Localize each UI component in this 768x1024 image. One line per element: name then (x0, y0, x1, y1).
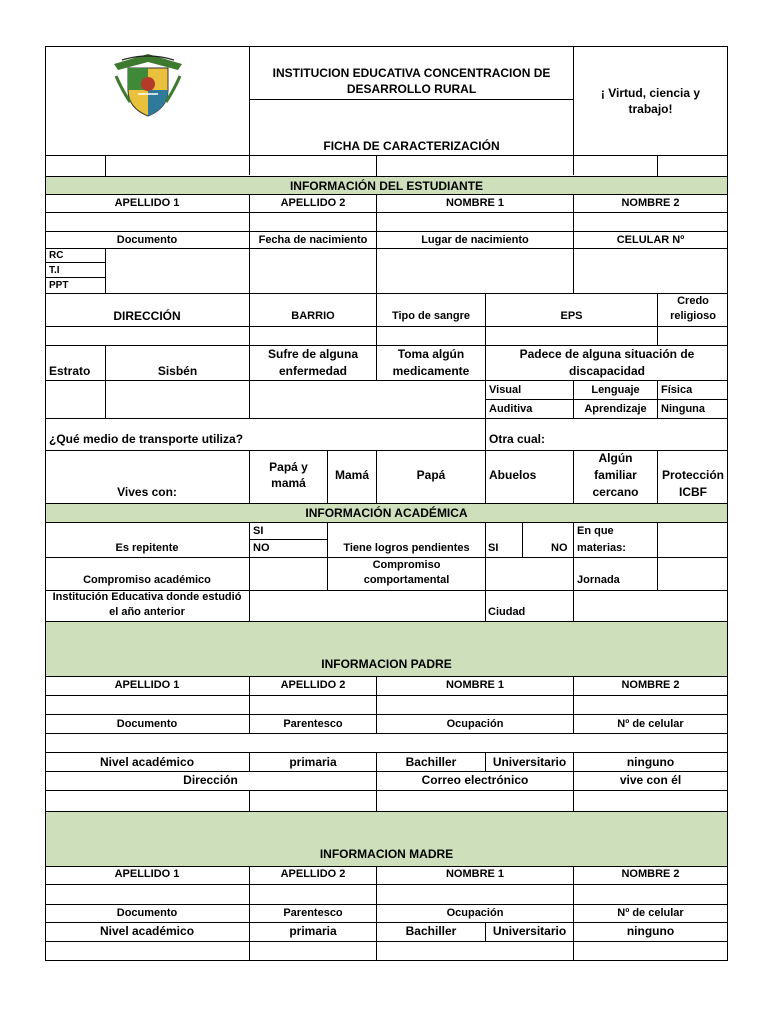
student-discapacidad-line1: Padece de alguna situación de (519, 347, 695, 361)
doc-type-ti: T.I (49, 265, 60, 276)
school-crest-icon (108, 50, 188, 120)
motto-line2: trabajo! (628, 102, 673, 116)
student-credo-label-line2: religioso (670, 310, 716, 322)
student-medicamento-line2: medicamente (392, 364, 470, 378)
academic-logros-no: NO (551, 542, 568, 554)
academic-section-title: INFORMACIÓN ACADÉMICA (305, 506, 468, 520)
student-enfermedad-line2: enfermedad (278, 364, 348, 378)
lives-with-papa-mama-line2: mamá (271, 476, 306, 490)
student-otra-cual-label: Otra cual: (489, 432, 546, 446)
academic-logros-si: SI (488, 542, 499, 554)
lives-with-icbf-line1: Protección (661, 468, 724, 482)
mother-apellido2-label: APELLIDO 2 (280, 868, 346, 880)
academic-inst-anterior-line2: el año anterior (109, 606, 185, 618)
father-correo-label: Correo electrónico (421, 773, 529, 787)
mother-apellido1-label: APELLIDO 1 (114, 868, 180, 880)
father-direccion-label: Dirección (183, 773, 238, 787)
father-nombre1-label: NOMBRE 1 (445, 679, 505, 691)
doc-type-rc: RC (49, 250, 64, 261)
father-parentesco-label: Parentesco (283, 718, 343, 730)
student-direccion-label: DIRECCIÓN (113, 309, 181, 323)
student-nombre2-label: NOMBRE 2 (621, 197, 680, 209)
academic-jornada-label: Jornada (577, 574, 620, 586)
student-eps-label: EPS (560, 310, 583, 322)
father-apellido2-label: APELLIDO 2 (280, 679, 346, 691)
mother-ninguno: ninguno (626, 924, 675, 938)
academic-logros-label: Tiene logros pendientes (343, 542, 470, 554)
mother-nombre2-label: NOMBRE 2 (621, 868, 680, 880)
father-primaria: primaria (289, 755, 337, 769)
student-apellido1-label: APELLIDO 1 (114, 197, 180, 209)
lives-with-familiar-line3: cercano (592, 485, 639, 499)
disability-aprendizaje: Aprendizaje (584, 403, 647, 415)
motto-line1: ¡ Virtud, ciencia y (600, 86, 701, 100)
academic-compromiso-comp-line2: comportamental (363, 574, 450, 586)
student-vives-con-label: Vives con: (117, 485, 177, 499)
mother-universitario: Universitario (492, 924, 567, 938)
mother-documento-label: Documento (116, 907, 178, 919)
disability-fisica: Física (661, 384, 693, 396)
father-nombre2-label: NOMBRE 2 (621, 679, 680, 691)
father-universitario: Universitario (492, 755, 567, 769)
lives-with-papa-mama-line1: Papá y (269, 460, 308, 474)
academic-materias-line1: En que (577, 525, 614, 537)
student-transporte-label: ¿Qué medio de transporte utiliza? (49, 432, 244, 446)
institution-name-line1: INSTITUCION EDUCATIVA CONCENTRACION DE (272, 66, 551, 80)
disability-lenguaje: Lenguaje (591, 384, 640, 396)
student-fecha-nacimiento-label: Fecha de nacimiento (258, 234, 368, 246)
disability-auditiva: Auditiva (489, 403, 533, 415)
student-credo-label-line1: Credo (677, 295, 709, 307)
lives-with-icbf-line2: ICBF (679, 485, 707, 499)
mother-bachiller: Bachiller (405, 924, 457, 938)
mother-section-title: INFORMACION MADRE (319, 847, 454, 861)
student-estrato-label: Estrato (49, 364, 91, 378)
mother-ocupacion-label: Ocupación (446, 907, 504, 919)
mother-nombre1-label: NOMBRE 1 (445, 868, 505, 880)
father-documento-label: Documento (116, 718, 178, 730)
mother-parentesco-label: Parentesco (283, 907, 343, 919)
lives-with-papa: Papá (416, 468, 446, 482)
father-celular-label: Nº de celular (617, 718, 684, 730)
father-nivel-label: Nivel académico (99, 755, 195, 769)
lives-with-familiar-line1: Algún (598, 451, 633, 465)
academic-inst-anterior-line1: Institución Educativa donde estudió (52, 591, 242, 603)
father-ocupacion-label: Ocupación (446, 718, 504, 730)
lives-with-mama: Mamá (334, 468, 369, 482)
student-enfermedad-line1: Sufre de alguna (267, 347, 359, 361)
doc-type-ppt: PPT (49, 280, 69, 291)
father-bachiller: Bachiller (405, 755, 457, 769)
father-ninguno: ninguno (626, 755, 675, 769)
academic-materias-line2: materias: (577, 542, 626, 554)
academic-repitente-no: NO (253, 542, 270, 554)
institution-name-line2: DESARROLLO RURAL (346, 82, 477, 96)
mother-nivel-label: Nivel académico (99, 924, 195, 938)
student-barrio-label: BARRIO (291, 310, 335, 322)
student-sisben-label: Sisbén (157, 364, 198, 378)
student-celular-label: CELULAR Nº (616, 234, 685, 246)
disability-ninguna: Ninguna (661, 403, 705, 415)
form-title: FICHA DE CARACTERIZACIÓN (323, 139, 500, 153)
father-apellido1-label: APELLIDO 1 (114, 679, 180, 691)
student-nombre1-label: NOMBRE 1 (445, 197, 505, 209)
student-section-title: INFORMACIÓN DEL ESTUDIANTE (289, 179, 484, 193)
academic-compromiso-label: Compromiso académico (83, 574, 211, 586)
academic-repitente-label: Es repitente (115, 542, 179, 554)
academic-repitente-si: SI (253, 525, 264, 537)
academic-ciudad-label: Ciudad (488, 606, 526, 618)
lives-with-familiar-line2: familiar (594, 468, 637, 482)
student-medicamento-line1: Toma algún (397, 347, 465, 361)
student-tipo-sangre-label: Tipo de sangre (391, 310, 471, 322)
mother-celular-label: Nº de celular (617, 907, 684, 919)
student-apellido2-label: APELLIDO 2 (280, 197, 346, 209)
father-section-title: INFORMACION PADRE (321, 657, 452, 671)
academic-compromiso-comp-line1: Compromiso (372, 559, 441, 571)
student-lugar-nacimiento-label: Lugar de nacimiento (421, 234, 529, 246)
father-vive-con-label: vive con él (619, 773, 682, 787)
student-discapacidad-line2: discapacidad (568, 364, 646, 378)
disability-visual: Visual (489, 384, 522, 396)
mother-primaria: primaria (289, 924, 337, 938)
student-documento-label: Documento (116, 234, 178, 246)
lives-with-abuelos: Abuelos (489, 468, 537, 482)
